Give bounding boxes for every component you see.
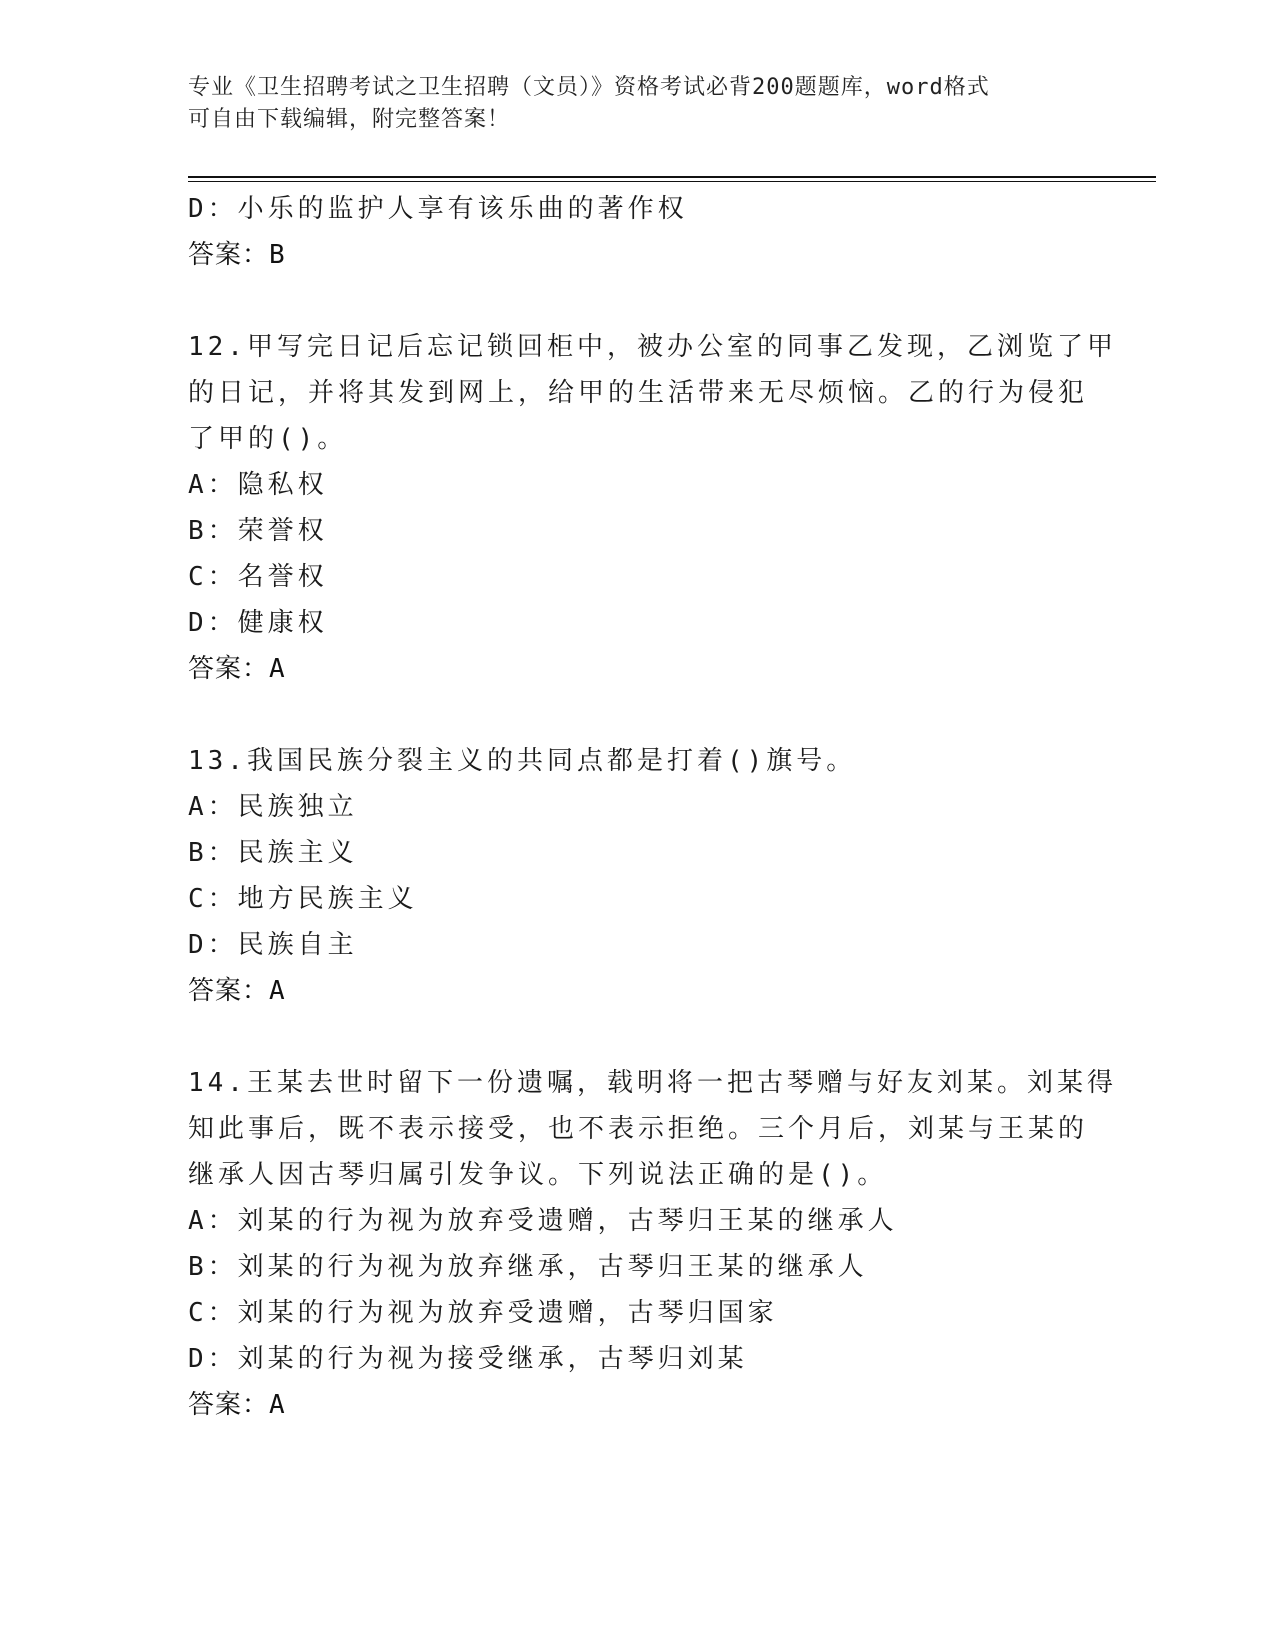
answer-line — [188, 646, 1088, 692]
answer-label: 答案： — [188, 976, 270, 1006]
option-b: B：刘某的行为视为放弃继承，古琴归王某的继承人 — [188, 1252, 868, 1282]
option-a: A：民族独立 — [188, 792, 358, 822]
question-stem-line: 12.甲写完日记后忘记锁回柜中，被办公室的同事乙发现，乙浏览了甲 — [188, 332, 1117, 362]
question-12 — [188, 324, 1117, 692]
question-14 — [188, 1060, 1117, 1428]
option-d: D：民族自主 — [188, 930, 358, 960]
question-stem-line: 13.我国民族分裂主义的共同点都是打着()旗号。 — [188, 746, 857, 776]
option-d: D：小乐的监护人享有该乐曲的著作权 — [188, 194, 688, 224]
option-a: A：隐私权 — [188, 470, 328, 500]
answer-value: A — [269, 1390, 286, 1420]
answer-label: 答案： — [188, 654, 270, 684]
option-a: A：刘某的行为视为放弃受遗赠，古琴归王某的继承人 — [188, 1206, 898, 1236]
option-c: C：名誉权 — [188, 562, 328, 592]
page-header — [188, 72, 1088, 136]
option-b: B：荣誉权 — [188, 516, 328, 546]
question-stem-line: 了甲的()。 — [188, 424, 348, 454]
spacer — [188, 1014, 1088, 1060]
question-stem-line: 继承人因古琴归属引发争议。下列说法正确的是()。 — [188, 1160, 888, 1190]
header-divider-thick — [188, 176, 1156, 178]
question-stem-line: 14.王某去世时留下一份遗嘱，载明将一把古琴赠与好友刘某。刘某得 — [188, 1068, 1117, 1098]
answer-line — [188, 1382, 1088, 1428]
spacer — [188, 692, 1088, 738]
option-c: C：地方民族主义 — [188, 884, 418, 914]
answer-line — [188, 232, 1088, 278]
option-b: B：民族主义 — [188, 838, 358, 868]
option-d: D：健康权 — [188, 608, 328, 638]
question-stem-line: 知此事后，既不表示接受，也不表示拒绝。三个月后，刘某与王某的 — [188, 1114, 1089, 1144]
answer-value: A — [269, 976, 286, 1006]
answer-label: 答案： — [188, 1390, 270, 1420]
header-line-1: 专业《卫生招聘考试之卫生招聘（文员）》资格考试必背200题题库，word格式 — [188, 75, 990, 100]
header-divider-thin — [188, 181, 1156, 182]
question-stem-line: 的日记，并将其发到网上，给甲的生活带来无尽烦恼。乙的行为侵犯 — [188, 378, 1089, 408]
option-c: C：刘某的行为视为放弃受遗赠，古琴归国家 — [188, 1298, 778, 1328]
question-13 — [188, 738, 1088, 1014]
option-d: D：刘某的行为视为接受继承，古琴归刘某 — [188, 1344, 748, 1374]
answer-value: B — [269, 240, 286, 270]
document-content — [188, 186, 1117, 1428]
answer-label: 答案： — [188, 240, 270, 270]
answer-value: A — [269, 654, 286, 684]
answer-line — [188, 968, 1088, 1014]
header-line-2: 可自由下载编辑，附完整答案！ — [188, 107, 511, 132]
spacer — [188, 278, 1088, 324]
